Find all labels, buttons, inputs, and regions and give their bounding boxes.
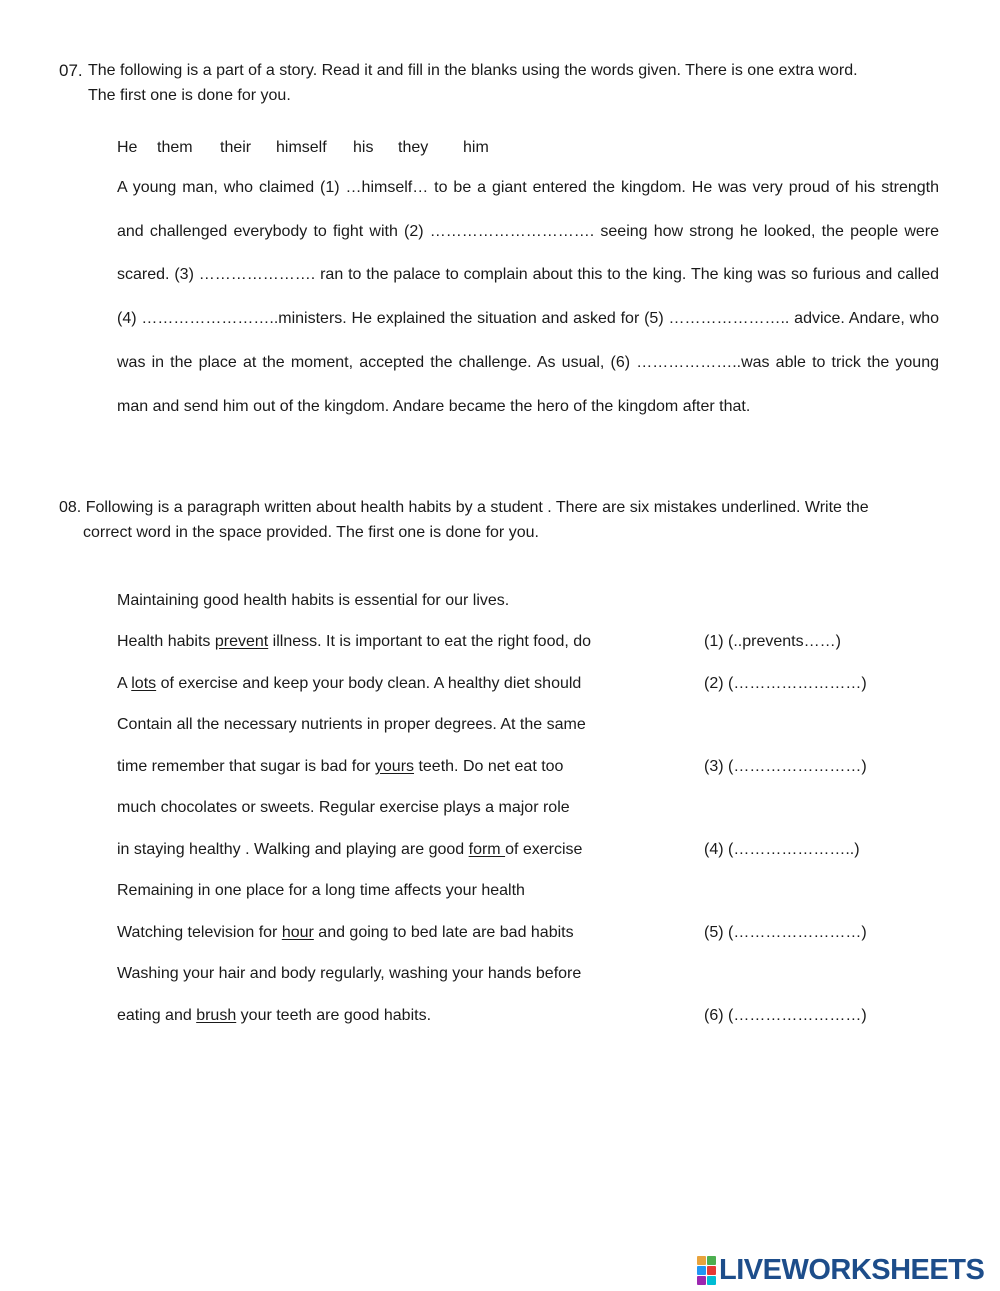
- paragraph-line: [117, 675, 581, 693]
- text: time remember that sugar is bad for: [117, 758, 375, 775]
- paragraph-line: [117, 633, 591, 651]
- text: eating and: [117, 1007, 197, 1024]
- underlined-mistake: form: [468, 841, 506, 858]
- text: your teeth are good habits.: [236, 1007, 432, 1024]
- word-bank-item: his: [353, 139, 374, 156]
- paragraph-line: Contain all the necessary nutrients in proper degrees. At the same: [117, 716, 586, 733]
- story-line: A young man, who claimed (1) …himself… to be a giant entered the kingdom. He was very proud of his strength: [117, 179, 939, 196]
- text: Watching television for: [117, 924, 282, 941]
- underlined-mistake: lots: [131, 675, 157, 692]
- question-8-instruction-cont: correct word in the space provided. The first one is done for you.: [83, 524, 539, 541]
- question-7-instruction: The following is a part of a story. Read it and fill in the blanks using the words given. There is one extra word.: [88, 62, 858, 79]
- logo-tile: [707, 1256, 716, 1265]
- paragraph-line: Remaining in one place for a long time affects your health: [117, 882, 525, 899]
- word-bank-item: them: [157, 139, 193, 156]
- story-line: and challenged everybody to fight with (2) …………………………. seeing how strong he looked, the people were: [117, 223, 939, 240]
- word-bank-item: him: [463, 139, 489, 156]
- word-bank-item: He: [117, 139, 138, 156]
- logo-tile: [707, 1276, 716, 1285]
- text: and going to bed late are bad habits: [313, 924, 574, 941]
- story-line: man and send him out of the kingdom. Andare became the hero of the kingdom after that.: [117, 398, 751, 415]
- underlined-mistake: hour: [281, 924, 314, 941]
- question-7-number: 07.: [59, 61, 83, 80]
- paragraph-line: [117, 1007, 431, 1025]
- paragraph-line: [117, 758, 563, 776]
- underlined-mistake: prevent: [214, 633, 269, 650]
- paragraph-line: [117, 841, 582, 859]
- question-7-instruction-cont: The first one is done for you.: [88, 87, 291, 104]
- logo-tile: [707, 1266, 716, 1275]
- story-line: scared. (3) …………………. ran to the palace to complain about this to the king. The king was so furious and called: [117, 266, 939, 283]
- paragraph-line: Washing your hair and body regularly, washing your hands before: [117, 965, 582, 982]
- text: A: [117, 675, 132, 692]
- text: teeth. Do net eat too: [414, 758, 564, 775]
- logo-tile: [697, 1276, 706, 1285]
- word-bank-item: himself: [276, 139, 327, 156]
- logo-tile: [697, 1256, 706, 1265]
- story-line: was in the place at the moment, accepted the challenge. As usual, (6) ………………..was able to trick the young: [117, 354, 939, 371]
- logo-tile: [697, 1266, 706, 1275]
- logo-text: LIVEWORKSHEETS: [719, 1253, 985, 1286]
- answer-5-field[interactable]: (5) (……………………): [704, 924, 867, 941]
- underlined-mistake: yours: [374, 758, 415, 775]
- liveworksheets-logo: [697, 1254, 984, 1286]
- paragraph-line: Maintaining good health habits is essential for our lives.: [117, 592, 510, 609]
- question-8-instruction: 08. Following is a paragraph written about health habits by a student . There are six mistakes underlined. Write the: [59, 499, 869, 516]
- word-bank-item: their: [220, 139, 252, 156]
- liveworksheets-logo-icon: [697, 1256, 716, 1285]
- text: illness. It is important to eat the right food, do: [268, 633, 592, 650]
- text: Health habits: [117, 633, 215, 650]
- answer-4-field[interactable]: (4) (…………………..): [704, 841, 860, 858]
- text: of exercise: [505, 841, 583, 858]
- underlined-mistake: brush: [196, 1007, 237, 1024]
- text: of exercise and keep your body clean. A healthy diet should: [156, 675, 582, 692]
- paragraph-line: much chocolates or sweets. Regular exercise plays a major role: [117, 799, 570, 816]
- answer-6-field[interactable]: (6) (……………………): [704, 1007, 867, 1024]
- story-line: (4) ……………………..ministers. He explained the situation and asked for (5) ………………….. advice. Andare, who: [117, 310, 939, 327]
- answer-3-field[interactable]: (3) (……………………): [704, 758, 867, 775]
- answer-2-field[interactable]: (2) (……………………): [704, 675, 867, 692]
- word-bank-item: they: [398, 139, 429, 156]
- answer-1-field[interactable]: (1) (..prevents……): [704, 633, 841, 650]
- text: in staying healthy . Walking and playing are good: [117, 841, 469, 858]
- paragraph-line: [117, 924, 574, 942]
